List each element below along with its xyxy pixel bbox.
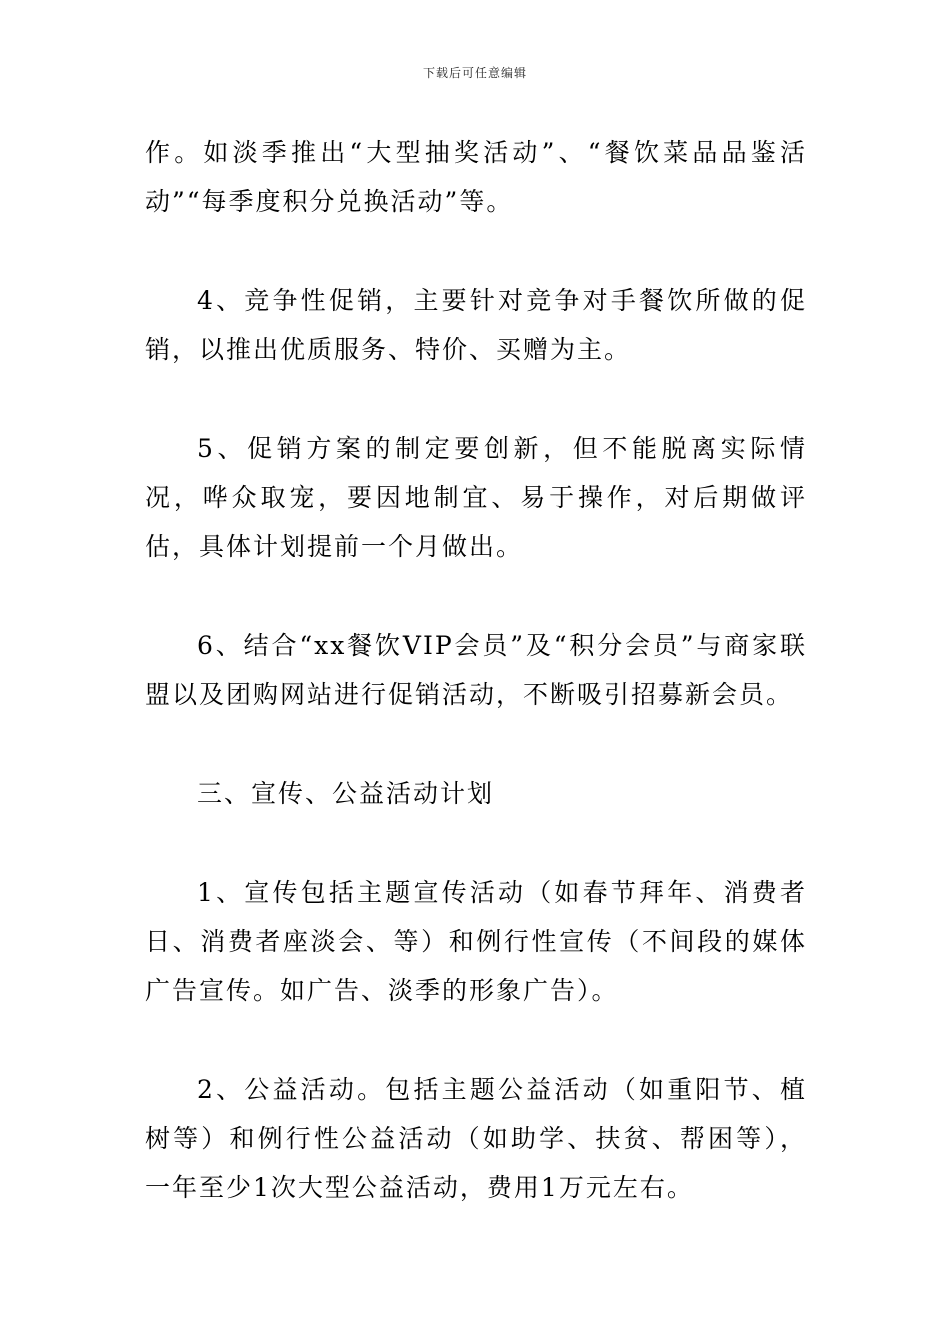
paragraph-continuation: 作。如淡季推出“大型抽奖活动”、“餐饮菜品品鉴活动”“每季度积分兑换活动”等。 [145, 138, 807, 216]
document-body [145, 128, 807, 1212]
paragraph-item-5: 5、促销方案的制定要创新，但不能脱离实际情况，哗众取宠，要因地制宜、易于操作，对后期做评估，具体计划提前一个月做出。 [145, 434, 807, 561]
page-header: 下载后可任意编辑 [422, 66, 527, 80]
paragraph-charity-2: 2、公益活动。包括主题公益活动（如重阳节、植树等）和例行性公益活动（如助学、扶贫、帮困等），一年至少1次大型公益活动，费用1万元左右。 [145, 1075, 807, 1202]
paragraph-item-4: 4、竞争性促销，主要针对竞争对手餐饮所做的促销，以推出优质服务、特价、买赠为主。 [145, 286, 807, 364]
paragraph-item-6: 6、结合“xx餐饮VIP会员”及“积分会员”与商家联盟以及团购网站进行促销活动，不断吸引招募新会员。 [145, 631, 807, 709]
section-heading: 三、宣传、公益活动计划 [197, 779, 495, 808]
paragraph-publicity-1: 1、宣传包括主题宣传活动（如春节拜年、消费者日、消费者座淡会、等）和例行性宣传（不间段的媒体广告宣传。如广告、淡季的形象广告）。 [145, 878, 807, 1005]
